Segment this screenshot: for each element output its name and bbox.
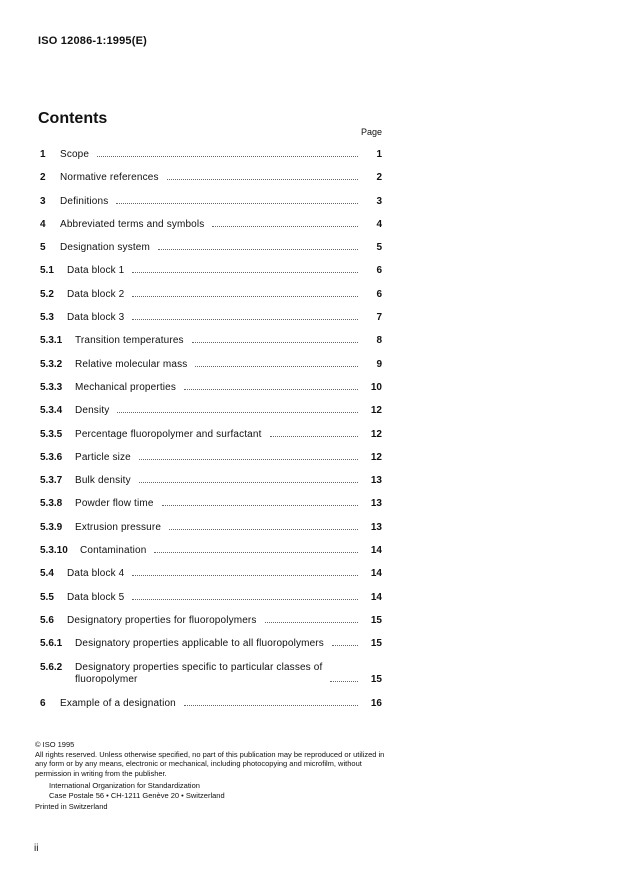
toc-entry-page: 8 (376, 335, 382, 347)
toc-entry-number: 5.3.6 (40, 451, 63, 463)
toc-entry-title-line2: fluoropolymer (75, 673, 138, 685)
dot-leader (195, 353, 358, 367)
toc-entry-title: Density (75, 405, 110, 417)
toc-entry[interactable] (40, 492, 382, 515)
toc-entry[interactable] (40, 586, 382, 609)
page-number: ii (34, 843, 39, 854)
dot-leader (332, 632, 358, 646)
toc-entry-title: Definitions (60, 195, 109, 207)
toc-entry-title: Data block 5 (67, 591, 125, 603)
dot-leader (132, 586, 358, 600)
toc-entry-number: 5.2 (40, 288, 54, 300)
dot-leader (117, 399, 358, 413)
toc-entry[interactable] (40, 283, 382, 306)
toc-entry-number: 5.3.1 (40, 335, 63, 347)
toc-entry-number: 5.3.2 (40, 358, 63, 370)
toc-entry-page: 10 (370, 381, 382, 393)
toc-entry-number: 6 (40, 697, 46, 709)
toc-entry[interactable] (40, 376, 382, 399)
toc-entry-title: Data block 2 (67, 288, 125, 300)
dot-leader (184, 376, 358, 390)
toc-entry-number: 4 (40, 218, 46, 230)
printed-location: Printed in Switzerland (35, 802, 108, 811)
toc-entry-number: 5.5 (40, 591, 54, 603)
toc-entry-title: Mechanical properties (75, 381, 176, 393)
toc-entry-title: Example of a designation (60, 697, 176, 709)
dot-leader (270, 423, 358, 437)
toc-entry[interactable] (40, 692, 382, 715)
organization-address: Case Postale 56 • CH-1211 Genève 20 • Switzerland (49, 790, 225, 800)
organization-name: International Organization for Standardization (49, 781, 200, 790)
toc-entry-page: 16 (370, 697, 382, 709)
toc-entry-number: 5.3.4 (40, 405, 63, 417)
toc-entry[interactable] (40, 353, 382, 376)
toc-entry[interactable] (40, 656, 382, 692)
toc-entry-page: 4 (376, 218, 382, 230)
toc-entry[interactable] (40, 213, 382, 236)
toc-entry[interactable] (40, 399, 382, 422)
dot-leader (132, 562, 358, 576)
toc-entry-number: 5.3.10 (40, 545, 68, 557)
dot-leader (116, 190, 358, 204)
toc-entry-page: 12 (370, 428, 382, 440)
dot-leader (139, 446, 358, 460)
toc-entry-title: Relative molecular mass (75, 358, 188, 370)
toc-entry[interactable] (40, 562, 382, 585)
toc-entry[interactable] (40, 446, 382, 469)
toc-entry-title: Data block 4 (67, 568, 125, 580)
toc-entry-page: 14 (370, 545, 382, 557)
toc-entry-title: Designatory properties applicable to all fluoropolymers (75, 638, 324, 650)
toc-entry-page: 15 (370, 638, 382, 650)
toc-entry[interactable] (40, 423, 382, 446)
toc-entry-number: 5 (40, 242, 46, 254)
toc-entry[interactable] (40, 609, 382, 632)
toc-entry-page: 13 (370, 475, 382, 487)
toc-entry-title-line1: Designatory properties specific to particular classes of (75, 661, 323, 673)
dot-leader (132, 306, 358, 320)
toc-entry[interactable] (40, 516, 382, 539)
toc-entry-title: Data block 3 (67, 312, 125, 324)
dot-leader (139, 469, 358, 483)
toc-entry-number: 5.3 (40, 312, 54, 324)
toc-entry-title: Contamination (80, 545, 147, 557)
toc-entry-page: 14 (370, 591, 382, 603)
toc-entry-title: Data block 1 (67, 265, 125, 277)
toc-entry[interactable] (40, 632, 382, 655)
toc-entry-page: 3 (376, 195, 382, 207)
dot-leader (212, 213, 358, 227)
toc-entry-title: Powder flow time (75, 498, 154, 510)
dot-leader (192, 329, 358, 343)
toc-entry-page: 1 (376, 149, 382, 160)
toc-entry-title (75, 656, 322, 686)
dot-leader (158, 236, 358, 250)
toc-entry-number: 3 (40, 195, 46, 207)
toc-entry-number: 5.1 (40, 265, 54, 277)
toc-entry-number: 5.6.2 (40, 661, 63, 673)
page-title: Contents (38, 110, 108, 127)
toc-entry[interactable] (40, 143, 382, 166)
toc-entry-page: 14 (370, 568, 382, 580)
toc-entry[interactable] (40, 329, 382, 352)
toc-entry[interactable] (40, 306, 382, 329)
toc-entry-number: 2 (40, 172, 46, 184)
toc-entry[interactable] (40, 259, 382, 282)
toc-entry-page: 6 (376, 288, 382, 300)
toc-entry-title: Normative references (60, 172, 159, 184)
page-column-label: Page (360, 127, 382, 137)
table-of-contents (40, 143, 382, 715)
dot-leader (265, 609, 358, 623)
toc-entry-number: 5.6 (40, 614, 54, 626)
toc-entry-page: 12 (370, 451, 382, 463)
toc-entry-page: 9 (376, 358, 382, 370)
toc-entry-title: Designatory properties for fluoropolymers (67, 614, 257, 626)
dot-leader (167, 166, 358, 180)
toc-entry-number: 5.6.1 (40, 638, 63, 650)
dot-leader (330, 668, 358, 682)
copyright-notice (35, 740, 385, 812)
toc-entry-title: Transition temperatures (75, 335, 184, 347)
toc-entry-page: 13 (370, 498, 382, 510)
toc-entry-page: 15 (370, 673, 382, 685)
toc-entry-number: 1 (40, 149, 46, 160)
toc-entry-page: 15 (370, 614, 382, 626)
dot-leader (132, 283, 358, 297)
toc-entry[interactable] (40, 539, 382, 562)
standard-reference: ISO 12086-1:1995(E) (38, 35, 147, 47)
rights-statement: All rights reserved. Unless otherwise specified, no part of this publication may be reproduced or utilized in any form or by any means, electronic or mechanical, including photocopying and microfilm, without permission in writing from the publisher. (35, 749, 385, 778)
toc-entry-number: 5.3.8 (40, 498, 63, 510)
dot-leader (132, 259, 358, 273)
toc-entry-page: 2 (376, 172, 382, 184)
copyright-line: © ISO 1995 (35, 740, 75, 749)
toc-entry[interactable] (40, 236, 382, 259)
toc-entry-title: Percentage fluoropolymer and surfactant (75, 428, 262, 440)
toc-entry-page: 13 (370, 521, 382, 533)
toc-entry-title: Extrusion pressure (75, 521, 162, 533)
toc-entry-number: 5.4 (40, 568, 54, 580)
toc-entry-page: 6 (376, 265, 382, 277)
toc-entry[interactable] (40, 190, 382, 213)
toc-entry-title: Designation system (60, 242, 150, 254)
toc-entry-number: 5.3.7 (40, 475, 63, 487)
toc-entry-title: Scope (60, 149, 90, 160)
dot-leader (162, 492, 358, 506)
dot-leader (97, 143, 358, 157)
toc-entry-title: Abbreviated terms and symbols (60, 218, 205, 230)
toc-entry-title: Bulk density (75, 475, 131, 487)
toc-entry-number: 5.3.9 (40, 521, 63, 533)
dot-leader (154, 539, 358, 553)
toc-entry-page: 5 (376, 242, 382, 254)
dot-leader (169, 516, 358, 530)
toc-entry[interactable] (40, 166, 382, 189)
toc-entry-number: 5.3.3 (40, 381, 63, 393)
toc-entry-page: 7 (376, 312, 382, 324)
toc-entry[interactable] (40, 469, 382, 492)
toc-entry-title: Particle size (75, 451, 131, 463)
toc-entry-number: 5.3.5 (40, 428, 63, 440)
toc-entry-page: 12 (370, 405, 382, 417)
dot-leader (184, 692, 358, 706)
